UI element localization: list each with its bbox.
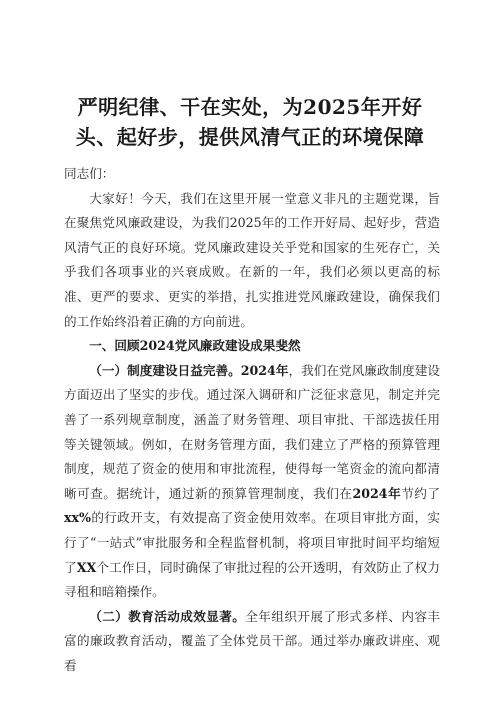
sub-section-2-heading: （二）教育活动成效显著。	[89, 608, 246, 624]
sub-section-1-paragraph	[64, 359, 440, 605]
intro-paragraph: 大家好！今天，我们在这里开展一堂意义非凡的主题党课，旨在聚焦党风廉政建设，为我们2025年的工作开好局、起好步，营造风清气正的良好环境。党风廉政建设关乎党和国家的生死存亡，关乎我们各项事业的兴衰成败。在新的一年，我们必须以更高的标准、更严的要求、更实的举措，扎实推进党风廉政建设，确保我们的工作始终沿着正确的方向前进。	[64, 190, 440, 329]
sub-section-2-text: 全年组织开展了形式多样、内容丰富的廉政教育活动，覆盖了全体党员干部。通过举办廉政讲座、观看	[64, 608, 441, 673]
sub-section-1-year: 2024年	[352, 485, 402, 501]
sub-section-1-days: XX	[76, 559, 97, 575]
salutation: 同志们：	[64, 166, 115, 181]
sub-section-1-text-mid: 节约了	[401, 485, 441, 501]
sub-section-1-text-3: 个工作日，同时确保了审批过程的公开透明，有效防止了权力寻租和暗箱操作。	[64, 559, 441, 600]
sub-section-1-text-2: 的行政开支，有效提高了资金使用效率。在项目审批方面，实行了“一站式”审批服务和全程监督机制，将项目审批时间平均缩短了	[64, 510, 440, 575]
sub-section-2-paragraph	[64, 605, 440, 679]
sub-section-1-lead-year: 2024年	[240, 362, 289, 378]
sub-section-1-heading: （一）制度建设日益完善。	[89, 362, 241, 378]
section-heading-1: 一、回顾2024党风廉政建设成果斐然	[89, 338, 301, 354]
document-title: 严明纪律、干在实处，为2025年开好头、起好步，提供风清气正的环境保障	[75, 95, 425, 149]
document-body	[64, 162, 440, 678]
sub-section-1-text: ，我们在党风廉政制度建设方面迈出了坚实的步伐。通过深入调研和广泛征求意见，制定并完善了一系列规章制度，涵盖了财务管理、项目审批、干部选拔任用等关键领域。例如，在财务管理方面，我们建立了严格的预算管理制度，规范了资金的使用和审批流程，使得每一笔资金的流向都清晰可查。据统计，通过新的预算管理制度，我们在	[64, 362, 440, 501]
sub-section-1-percent: xx%	[64, 510, 91, 526]
